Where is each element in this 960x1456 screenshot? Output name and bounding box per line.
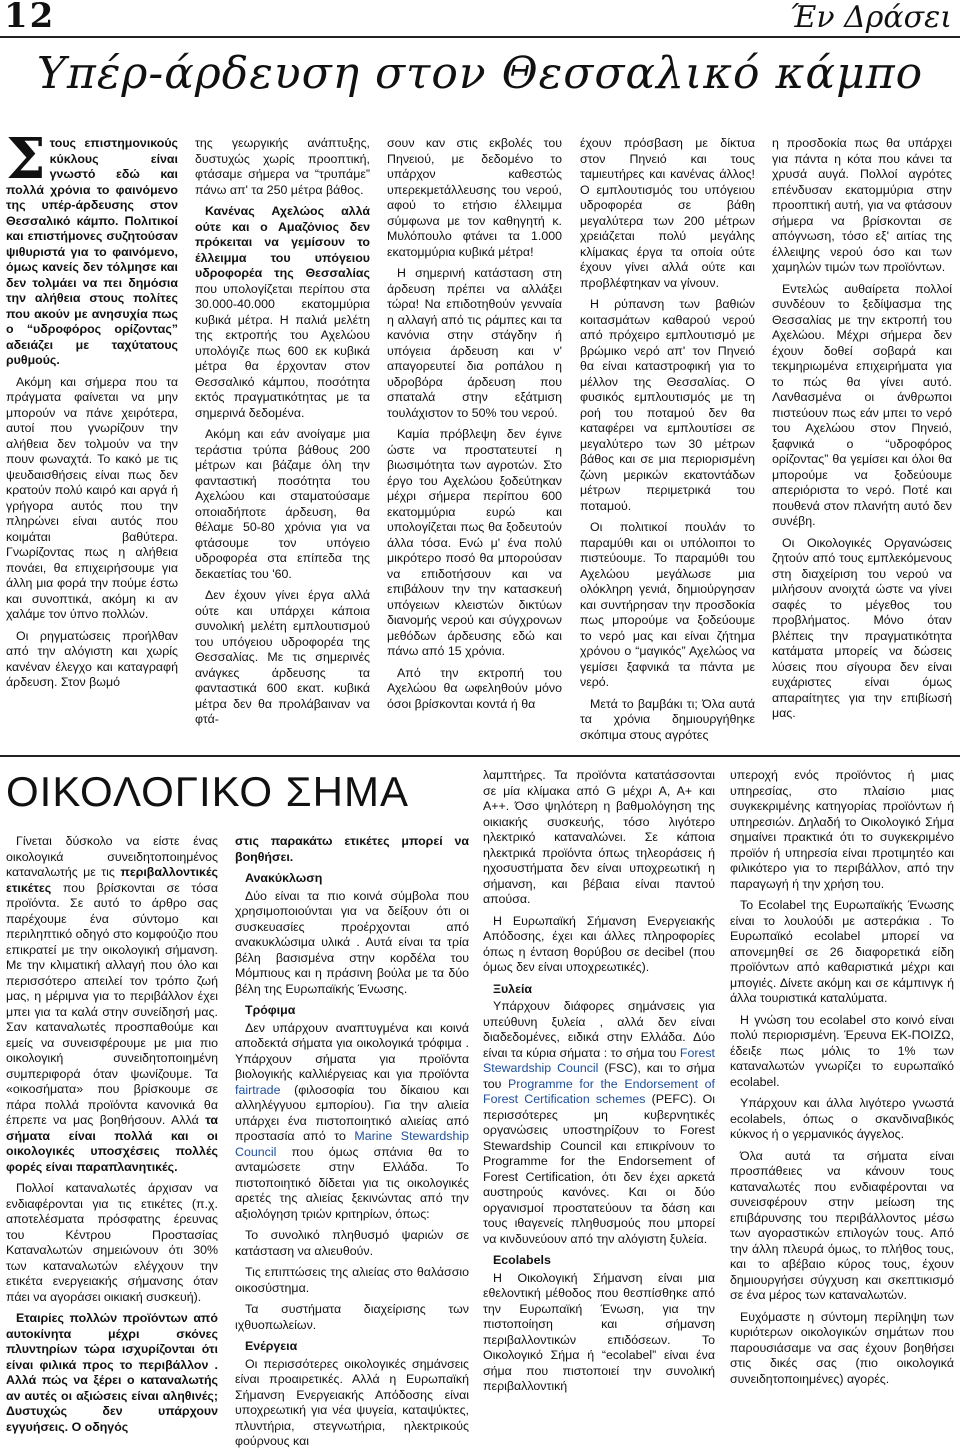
paragraph: Οι πολιτικοί πουλάν το παραμύθι και οι υπόλοιποι το πιστεύουμε. Το παραμύθι του Αχελώου μεγάλωσε μια ολόκληρη γενιά, δημιούργησαν και συντήρησαν την προσδοκία πως μπορούμε να ξοδεύουμε το νερό μας και είναι ζήτημα χρόνου ο “μαγικός” Αχελώος να γεμίσει ξαφνικά τα πάντα με νερό. bbox=[580, 520, 755, 689]
paragraph: λαμπτήρες. Τα προϊόντα κατατάσσονται σε μία κλίμακα από G μέχρι A, A+ και A++. Όσο ψηλότερη η βαθμολόγηση της οικιακής συσκευής, τόσο λιγότερο ηλεκτρικό καταναλώνει. Σε κάποια ηλεκτρικά προϊόντα όπως τηλεοράσεις ή ηχοσυστήματα δεν είναι υποχρεωτική η σήμανση, και βέβαια είναι παντού απούσα. bbox=[483, 768, 715, 906]
article1-column-4 bbox=[580, 136, 755, 749]
paragraph: της γεωργικής ανάπτυξης, δυστυχώς χωρίς προοπτική, φτάσαμε σήμερα να “τρυπάμε” πάνω απ' τα 250 μέτρα βάθος. bbox=[195, 136, 370, 197]
paragraph: Η γνώση του ecolabel στο κοινό είναι πολύ περιορισμένη. Έρευνα ΕΚ-ΠΟΙΖΩ, έδειξε πως μόλις το 1% των καταναλωτών γνωρίζει το ευρωπαϊκό ecolabel. bbox=[730, 1012, 954, 1089]
pefc-link[interactable]: Programme for the Endorsement of Forest Certification schemes bbox=[483, 1076, 715, 1106]
eco-label-title: ΟΙΚΟΛΟΓΙΚΟ ΣΗΜΑ bbox=[6, 768, 409, 815]
fsc-link[interactable]: Forest Stewardship Council bbox=[483, 1045, 715, 1075]
paragraph: σουν καν στις εκβολές του Πηνειού, με δεδομένο το υπάρχον καθεστώς υπερεκμετάλλευσης του νερού, αφού το ετήσιο έλλειμμα σύμφωνα με τον καθηγητή κ. Μυλόπουλο φτάνει τα 1.000 εκατομμύρια κυβικά μέτρα! bbox=[387, 136, 562, 259]
article2-column-3 bbox=[483, 768, 715, 1401]
paragraph: Από την εκτροπή του Αχελώου θα ωφεληθούν μόνο όσοι βρίσκονται κοντά ή θα bbox=[387, 665, 562, 711]
paragraph: Δεν υπάρχουν αναπτυγμένα και κοινά αποδεκτά σήματα για οικολογικά τρόφιμα . Υπάρχουν σήματα για προϊόντα βιολογικής καλλιέργειας και για προϊόντα fairtrade (φιλοσοφία του δίκαιου και αλληλέγγυου εμπορίου). Για την αλιεία υπάρχει ένα πιστοποιητικό αλιείας από προστασία από το Marine Stewardship Council που όμως σπάνια θα το ανταμώσετε στην Ελλάδα. Το πιστοποιητικό δίδεται για τις οικολογικές αρετές της αλιείας ξεκινώντας από την αξιολόγηση τριών κριτηρίων, όπως: bbox=[235, 1020, 469, 1221]
paragraph: Η Ευρωπαϊκή Σήμανση Ενεργειακής Απόδοσης, έχει και άλλες πληροφορίες όπως η ένταση θορύβου σε decibel (που όμως δεν είναι υποχρεωτικές). bbox=[483, 913, 715, 974]
paragraph: Δεν έχουν γίνει έργα αλλά ούτε και υπάρχει κάποια συνολική μελέτη εμπλουτισμού του υπόγειου υδροφορέα της Θεσσαλίας. Με τις σημερινές ανάγκες άρδευσης τα φανταστικά 600 εκατ. κυβικά μέτρα δεν θα προλάβαιναν να φτά- bbox=[195, 588, 370, 726]
msc-link[interactable]: Marine Stewardship Council bbox=[235, 1129, 469, 1159]
paragraph: Πολλοί καταναλωτές άρχισαν να ενδιαφέρονται για τις ετικέτες (π.χ. αποτελέσματα πρόσφατης έρευνας του Κέντρου Προστασίας Καταναλωτών σημειώνουν ότι 30% των καταναλωτών ελέγχουν την ετικέτα ενεργειακής σήμανσης όταν πάει να αγοράσει οικιακή συσκευή). bbox=[6, 1181, 218, 1304]
subheading-ecolabels: Ecolabels bbox=[493, 1253, 551, 1267]
lead-paragraph: Στους επιστημονικούς κύκλους είναι γνωστό εδώ και πολλά χρόνια το φαινόμενο της υπέρ-άρδευσης στον Θεσσαλικό κάμπο. Πολιτικοί και επιστήμονες συζητούσαν ψιθυριστά για το φαινόμενο, όμως κανείς δεν τόλμησε και δεν τολμάει να πει δημόσια την αλήθεια στους πολίτες που ακούν με ανησυχία πως ο “υδροφόρος ορίζοντας” αδειάζει με ταχύτατους ρυθμούς. bbox=[6, 126, 178, 367]
paragraph: Υπάρχουν διάφορες σημάνσεις για υπεύθυνη ξυλεία , αλλά δεν είναι διαδεδομένες, ειδικά στην Ελλάδα. Δύο είναι τα κύρια σήματα : το σήμα του Forest Stewardship Council (FSC), και το σήμα του Programme for the Endorsement of Forest Certification schemes (PEFC). Οι περισσότερες μη κυβερνητικές οργανώσεις υποστηρίζουν το Forest Stewardship Council και επικρίνουν το Programme for the Endorsement of Forest Certification, ότι δεν έχει αρκετά αυστηρούς κανόνες. Και οι δύο οργανισμοί προστατεύουν τα δάση και τους ιθαγενείς πληθυσμούς που μπορεί να κινδυνεύουν από την αλόγιστη ξυλεία. bbox=[483, 999, 715, 1246]
article2-column-4 bbox=[730, 768, 954, 1393]
paragraph: Καμία πρόβλεψη δεν έγινε ώστε να προστατευτεί η βιωσιμότητα των αγροτών. Στο έργο του Αχελώου ξοδεύτηκαν μέχρι σήμερα περίπου 600 εκατομμύρια ευρώ και υπολογίζεται πως θα ξοδευτούν άλλα τόσα. Ενώ μ' ένα πολύ μικρότερο ποσό θα μπορούσαν να επιδοτήσουν και να επιβάλουν την την κατασκευή υπόγειων κλειστών δικτύων διανομής νερού και σύγχρονων μεθόδων άρδευσης εδώ και πάνω από 15 χρόνια. bbox=[387, 427, 562, 658]
paragraph: Οι περισσότερες οικολογικές σημάνσεις είναι προαιρετικές. Αλλά η Ευρωπαϊκή Σήμανση Ενεργειακής Απόδοσης είναι υποχρεωτική για νέα ψυγεία, καταψύκτες, πλυντήρια, στεγνωτήρια, ηλεκτρικούς φούρνους και bbox=[235, 1356, 469, 1448]
paragraph: Γίνεται δύσκολο να είστε ένας οικολογικά συνειδητοποιημένος καταναλωτής με τις περιβαλλοντικές ετικέτες που βρίσκονται σε τόσα προϊόντα. Σε αυτό το άρθρο σας παρέχουμε ένα σύντομο και περιληπτικό οδηγό στο κομφούζιο που επικρατεί με την οικολογική σήμανση. Με την κλιματική αλλαγή που όλο και περισσότερο απειλεί τον τρόπο ζωή μας, η μέριμνα για το περιβάλλον έχει μπει για τα καλά στην συνείδησή μας. Σαν καταναλωτές προσπαθούμε και εμείς να συνεισφέρουμε με μια πιο οικολογική συνειδητοποιημένη συμπεριφορά όταν ψωνίζουμε. Τα «οικοσήματα» που βρίσκουμε σε πάρα πολλά προϊόντα κανονικά θα έπρεπε να μας βοηθήσουν. Αλλά τα σήματα είναι πολλά και οι οικολογικές υποσχέσεις πολλές φορές είναι παραπλανητικές. bbox=[6, 834, 218, 1174]
paragraph: Το συνολικό πληθυσμό ψαριών σε κατάσταση να αλιευθούν. bbox=[235, 1228, 469, 1258]
paragraph: Η σημερινή κατάσταση στη άρδευση πρέπει να αλλάξει τώρα! Να επιδοτηθούν γενναία η αλλαγή από τις ράμπες και τα κανόνια στην στάγδην ή υπόγεια άρδευση και ν' απαγορευτεί δια ροπάλου η υδροβόρα άρδευση που σπαταλά στην εξάτμιση τουλάχιστον το 50% του νερού. bbox=[387, 266, 562, 420]
section-divider bbox=[0, 755, 960, 757]
header-rule bbox=[0, 36, 960, 38]
article1-column-2 bbox=[195, 136, 370, 734]
paragraph: Δύο είναι τα πιο κοινά σύμβολα που χρησιμοποιούνται για να δείξουν ότι οι συσκευασίες προέρχονται από ανακυκλώσιμα υλικά . Αυτά είναι τα τρία βέλη βασισμένα στην κορδέλα του Μόμπιους και η πράσινη βούλα με τα δύο βέλη της Ευρωπαϊκής Ένωσης. bbox=[235, 888, 469, 996]
paragraph: Η Οικολογική Σήμανση είναι μια εθελοντική μέθοδος που θεσπίσθηκε από την Ευρωπαϊκή Ένωση, για την πιστοποίηση και σήμανση περιβαλλοντικών επιδόσεων. Το Οικολογικό Σήμα ή “ecolabel” είναι ένα σήμα που πιστοποιεί την συνολική περιβαλλοντική bbox=[483, 1270, 715, 1393]
fairtrade-link[interactable]: fairtrade bbox=[235, 1082, 281, 1097]
paragraph: Εντελώς αυθαίρετα πολλοί συνδέουν το ξεδίψασμα της Θεσσαλίας με την εκτροπή του Αχελώου. Μέχρι σήμερα δεν έχουν δοθεί σοβαρά και τεκμηριωμένα επιχειρήματα για το πώς θα γίνει αυτό. Λανθασμένα οι άνθρωποι πιστεύουν πως εάν μπει το νερό του Αχελώου στον Πηνειό, ξαφνικά ο “υδροφόρος ορίζοντας” θα γεμίσει και όλοι θα μπορούμε να ξοδεύουμε απεριόριστα το νερό. Ποτέ και πουθενά στον πλανήτη αυτό δεν συνέβη. bbox=[772, 281, 952, 528]
paragraph: Κανένας Αχελώος αλλά ούτε και ο Αμαζόνιος δεν πρόκειται να γεμίσουν το έλλειμμα του υπόγειου υδροφορέα της Θεσσαλίας που υπολογίζεται περίπου στα 30.000-40.000 εκατομμύρια κυβικά μέτρα. Η παλιά μελέτη της εκτροπής του Αχελώου υπολόγιζε πως 600 εκ κυβικά μέτρα θα έρχονταν στον Θεσσαλικό κάμπου, ποσότητα εκτός πραγματικότητας με τα σημερινά δεδομένα. bbox=[195, 204, 370, 420]
paragraph: έχουν πρόσβαση με δίκτυα στον Πηνειό και τους ταμιευτήρες και κανένας άλλος! Ο εμπλουτισμός του υπόγειου υδροφορέα σε βάθη μεγαλύτερα των 200 μέτρων χρειάζεται πολύ μεγάλης κλίμακας έργα τα οποία ούτε έχουν γίνει αλλά ούτε και προβλέφτηκαν να γίνουν. bbox=[580, 136, 755, 290]
paragraph: Μετά το βαμβάκι τι; Όλα αυτά τα χρόνια δημιουργήθηκε σκόπιμα στους αγρότες bbox=[580, 696, 755, 742]
article2-column-1 bbox=[6, 834, 218, 1441]
paragraph: Το Ecolabel της Ευρωπαϊκής Ένωσης είναι το λουλούδι με αστεράκια . Το Ευρωπαϊκό ecolabel μπορεί να απονεμηθεί σε 26 διαφορετικά είδη προϊόντων από καθαριστικά μέχρι και μπογιές. Δίνετε ακόμη και σε κάμπινγκ ή άλλα τουριστικά καταλύματα. bbox=[730, 898, 954, 1005]
article2-column-2 bbox=[235, 834, 469, 1456]
subheading-energy: Ενέργεια bbox=[245, 1339, 298, 1353]
paragraph: Ακόμη και σήμερα που τα πράγματα φαίνεται να μην μπορούν να πάνε χειρότερα, αυτοί που γνωρίζουν την αλήθεια δεν τολμούν να την πουν φωναχτά. Το κακό με τις ψευδαισθήσεις είναι πως δεν κρατούν πολύ καιρό και αργά ή γρήγορα αυτός που την πληρώνει είναι αυτός που κοιμάται βαθύτερα. Γνωρίζοντας πως η αλήθεια πονάει, θα επιχειρήσουμε για άλλη μια φορά την πούμε έστω και συνοπτικά, ακόμη κι αν χαλάμε τον ύπνο πολλών. bbox=[6, 374, 178, 621]
dropcap: Σ bbox=[6, 126, 46, 192]
paragraph: Οι Οικολογικές Οργανώσεις ζητούν από τους εμπλεκόμενους στη διαχείριση του νερού να μιλήσουν ανοιχτά ώστε να γίνει σαφές το μέγεθος του προβλήματος. Μόνο όταν βλέπεις την πραγματικότητα κατάματα μπορείς να δώσεις λύσεις που σίγουρα δεν είναι ευχάριστες είναι όμως απαραίτητες για την επιβίωσή μας. bbox=[772, 535, 952, 720]
paragraph: Η ρύπανση των βαθιών κοιτασμάτων καθαρού νερού από πρόχειρο εμπλουτισμό με βρώμικο νερό απ' τον Πηνειό θα είναι καταστροφική για το μέλλον της Θεσσαλίας. Ο φυσικός εμπλουτισμός με τη ροή του ποταμού δεν θα καταφέρει να εμπλουτίσει σε μεγαλύτερο των 30 μέτρων βάθος και σε μια περιορισμένη ζώνη μερικών εκατοντάδων μέτρων περιμετρικά του ποταμού. bbox=[580, 297, 755, 513]
paragraph: Ακόμη και εάν ανοίγαμε μια τεράστια τρύπα βάθους 200 μέτρων και βάζαμε όλη την φανταστική ποσότητα του Αχελώου και σταματούσαμε οποιαδήποτε άρδευση, θα θέλαμε 50-80 χρόνια για να φτάσουμε τον υπόγειο υδροφορέα στα επίπεδα της δεκαετίας του '60. bbox=[195, 427, 370, 581]
article1-column-5 bbox=[772, 136, 952, 728]
paragraph: Υπάρχουν και άλλα λιγότερο γνωστά ecolabels, όπως ο σκανδιναβικός κύκνος ή ο γερμανικός άγγελος. bbox=[730, 1096, 954, 1141]
subheading-recycling: Ανακύκλωση bbox=[245, 871, 323, 885]
paragraph: Ευχόμαστε η σύντομη περίληψη των κυριότερων οικολογικών σημάτων που παρουσιάσαμε να σας έχουν βοηθήσει στις δικές σας (πιο οικολογικά συνειδητοποιημένες) αγορές. bbox=[730, 1309, 954, 1386]
paragraph: στις παρακάτω ετικέτες μπορεί να βοηθήσει. bbox=[235, 834, 469, 864]
paragraph: υπεροχή ενός προϊόντος ή μιας υπηρεσίας, στο πλαίσιο μιας συγκεκριμένης κατηγορίας προϊόντων ή υπηρεσιών. Δηλαδή το Οικολογικό Σήμα σημαίνει πρακτικά ότι το συγκεκριμένο προϊόν ή υπηρεσία είναι προτιμητέο και φιλικότερο για το περιβάλλον, από την παραγωγή ή την χρήση του. bbox=[730, 768, 954, 891]
article1-column-3 bbox=[387, 136, 562, 718]
page-number: 12 bbox=[4, 0, 56, 36]
paragraph: Εταιρίες πολλών προϊόντων από αυτοκίνητα μέχρι σκόνες πλυντηρίων τώρα ισχυρίζονται ότι είναι φιλικά προς το περιβάλλον . Αλλά πώς να ξέρει ο καταναλωτής αν αυτές οι αξιώσεις είναι αληθινές; Δυστυχώς δεν υπάρχουν εγγυήσεις. Ο οδηγός bbox=[6, 1311, 218, 1434]
subheading-food: Τρόφιμα bbox=[245, 1003, 296, 1017]
paragraph: Τα συστήματα διαχείρισης των ιχθυοπωλείων. bbox=[235, 1302, 469, 1332]
paragraph: Οι ρηγματώσεις προήλθαν από την αλόγιστη και χωρίς κανέναν έλεγχο και καταγραφή άρδευση. Στον βωμό bbox=[6, 628, 178, 689]
paragraph: η προσδοκία πως θα υπάρχει για πάντα η κότα που κάνει τα χρυσά αυγά. Πολλοί αγρότες επένδυσαν εκατομμύρια στην προοπτική αυτή, για να φτάσουν σήμερα να βρίσκονται σε απόγνωση, τόσο εξ' αιτίας της έλλειψης νερού όσο και των χαμηλών τιμών των προϊόντων. bbox=[772, 136, 952, 274]
subheading-timber: Ξυλεία bbox=[493, 981, 533, 996]
publication-name: Έν Δράσει bbox=[789, 0, 952, 35]
article1-column-1 bbox=[6, 126, 178, 697]
paragraph: Τις επιπτώσεις της αλιείας στο θαλάσσιο οικοσύστημα. bbox=[235, 1265, 469, 1295]
paragraph: Όλα αυτά τα σήματα είναι προσπάθειες να κάνουν τους καταναλωτές που ενδιαφέρονται να συνεισφέρουν στην μείωση της επιβάρυνσης του περιβάλλοντος μέσω των αγοραστικών επιλογών τους. Από την άλλη πλευρά όμως, το πλήθος τους, και το αβέβαιο κύρος τους, έχουν δημιουργήσει σύγχυση και σκεπτικισμό σε ένα μέρος των καταναλωτών. bbox=[730, 1148, 954, 1302]
article-title: Υπέρ-άρδευση στον Θεσσαλικό κάμπο bbox=[36, 48, 924, 99]
